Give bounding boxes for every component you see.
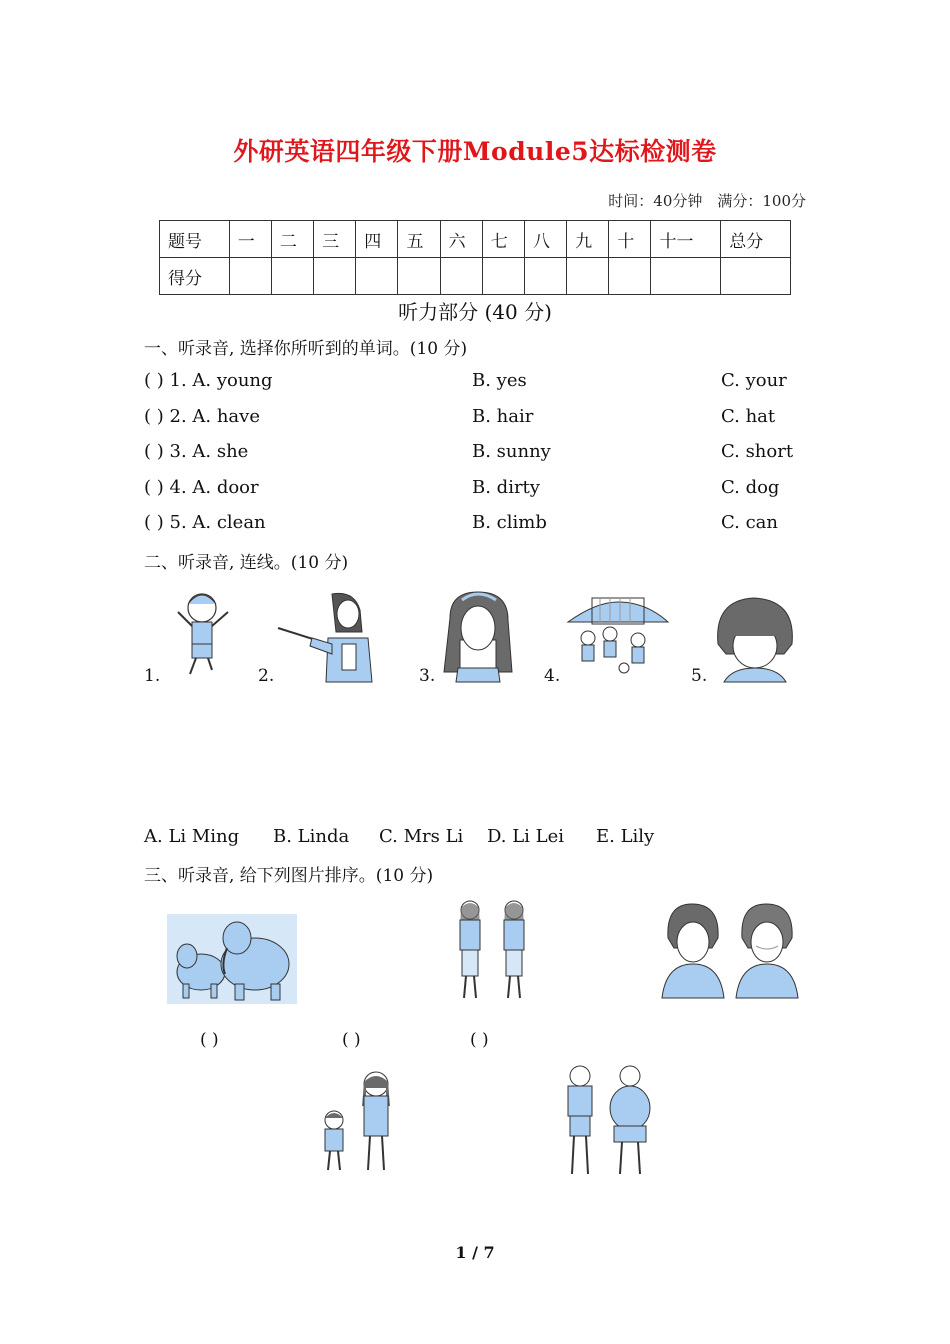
section-title: 听力部分 (40 分) bbox=[398, 300, 552, 324]
score-cell: 七 bbox=[482, 221, 524, 258]
score-cell: 九 bbox=[567, 221, 609, 258]
score-input-cell[interactable] bbox=[482, 258, 524, 295]
woman-pointing-illustration bbox=[276, 588, 376, 682]
score-cell: 题号 bbox=[160, 221, 230, 258]
q2-name-option: A. Li Ming bbox=[144, 826, 240, 847]
q3-heading: 三、听录音, 给下列图片排序。(10 分) bbox=[144, 866, 434, 886]
score-cell: 十 bbox=[609, 221, 651, 258]
score-input-cell[interactable] bbox=[398, 258, 440, 295]
score-input-cell[interactable] bbox=[440, 258, 482, 295]
score-table-score-row bbox=[160, 258, 791, 295]
q2-number: 4. bbox=[544, 666, 561, 686]
q2-name-option: B. Linda bbox=[273, 826, 350, 847]
score-cell: 三 bbox=[314, 221, 356, 258]
two-girls-standing-illustration bbox=[452, 898, 534, 1002]
score-cell: 总分 bbox=[721, 221, 791, 258]
score-input-cell[interactable] bbox=[229, 258, 271, 295]
q1-option-c: C. dog bbox=[721, 477, 780, 498]
children-playing-football-illustration bbox=[566, 594, 670, 680]
elephants-illustration bbox=[167, 914, 297, 1004]
q1-option-b: B. yes bbox=[472, 370, 527, 391]
score-cell: 十一 bbox=[651, 221, 721, 258]
score-input-cell[interactable] bbox=[651, 258, 721, 295]
q1-item-prefix: ( ) 5. A. clean bbox=[144, 512, 266, 533]
score-label: 得分 bbox=[160, 258, 230, 295]
score-input-cell[interactable] bbox=[271, 258, 313, 295]
time-info: 时间：40分钟 满分：100分 bbox=[608, 192, 806, 210]
score-input-cell[interactable] bbox=[356, 258, 398, 295]
q2-name-option: E. Lily bbox=[596, 826, 655, 847]
q1-option-b: B. dirty bbox=[472, 477, 540, 498]
score-input-cell[interactable] bbox=[567, 258, 609, 295]
score-cell: 六 bbox=[440, 221, 482, 258]
score-cell: 五 bbox=[398, 221, 440, 258]
q3-answer-bracket[interactable]: ( ) bbox=[470, 1030, 489, 1050]
q2-number: 2. bbox=[258, 666, 275, 686]
score-cell: 一 bbox=[229, 221, 271, 258]
q2-name-option: D. Li Lei bbox=[487, 826, 565, 847]
score-table-header-row bbox=[160, 221, 791, 258]
q1-option-b: B. sunny bbox=[472, 441, 551, 462]
q1-heading: 一、听录音, 选择你所听到的单词。(10 分) bbox=[144, 339, 468, 359]
score-table bbox=[159, 220, 791, 295]
q1-option-c: C. short bbox=[721, 441, 794, 462]
page-title: 外研英语四年级下册Module5达标检测卷 bbox=[233, 137, 717, 166]
q1-option-c: C. your bbox=[721, 370, 787, 391]
boy-jumping-illustration bbox=[172, 586, 234, 678]
q2-name-option: C. Mrs Li bbox=[379, 826, 464, 847]
q1-option-b: B. hair bbox=[472, 406, 534, 427]
page-number: 1 / 7 bbox=[455, 1243, 495, 1262]
q3-answer-bracket[interactable]: ( ) bbox=[200, 1030, 219, 1050]
q1-option-c: C. hat bbox=[721, 406, 776, 427]
thin-and-fat-man-illustration bbox=[558, 1064, 654, 1178]
q2-number: 5. bbox=[691, 666, 708, 686]
q1-item-prefix: ( ) 2. A. have bbox=[144, 406, 260, 427]
score-cell: 四 bbox=[356, 221, 398, 258]
young-and-old-woman-illustration bbox=[658, 902, 798, 1000]
q3-answer-bracket[interactable]: ( ) bbox=[342, 1030, 361, 1050]
q2-number: 1. bbox=[144, 666, 161, 686]
girl-smiling-illustration bbox=[438, 588, 518, 682]
score-input-cell[interactable] bbox=[721, 258, 791, 295]
q1-item-prefix: ( ) 3. A. she bbox=[144, 441, 249, 462]
score-input-cell[interactable] bbox=[609, 258, 651, 295]
score-input-cell[interactable] bbox=[314, 258, 356, 295]
q1-option-b: B. climb bbox=[472, 512, 547, 533]
small-and-tall-girl-illustration bbox=[316, 1070, 408, 1174]
q1-item-prefix: ( ) 4. A. door bbox=[144, 477, 259, 498]
score-cell: 八 bbox=[524, 221, 566, 258]
girl-short-hair-illustration bbox=[712, 596, 798, 682]
score-input-cell[interactable] bbox=[524, 258, 566, 295]
q2-number: 3. bbox=[419, 666, 436, 686]
score-cell: 二 bbox=[271, 221, 313, 258]
q2-heading: 二、听录音, 连线。(10 分) bbox=[144, 553, 349, 573]
q1-option-c: C. can bbox=[721, 512, 778, 533]
q1-item-prefix: ( ) 1. A. young bbox=[144, 370, 273, 391]
